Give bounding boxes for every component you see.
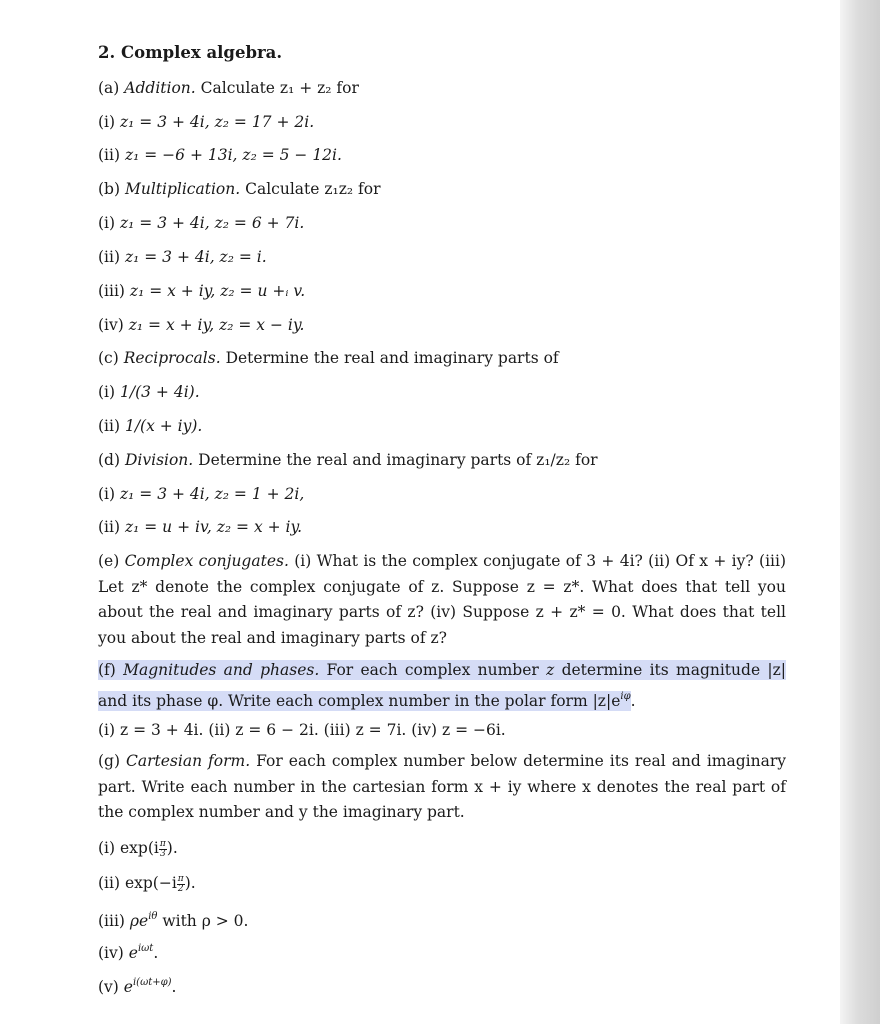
fraction <box>159 840 167 859</box>
part-g-item <box>98 838 178 859</box>
part-g-item <box>98 873 196 894</box>
part-b-item <box>98 281 305 301</box>
item-math: 1/(x + iy). <box>124 417 203 435</box>
part-g-item <box>98 907 248 931</box>
item-label: (ii) <box>98 417 121 435</box>
item-label: (v) <box>98 978 119 996</box>
part-f-heading: Magnitudes and phases. <box>123 661 320 679</box>
item-label: (i) <box>98 485 116 503</box>
part-d-item <box>98 484 304 504</box>
part-g-paragraph <box>98 749 786 826</box>
item-label: (ii) <box>98 146 121 164</box>
part-b-item <box>98 315 304 335</box>
part-a-heading: Addition. <box>124 79 196 97</box>
part-b-item <box>98 247 267 267</box>
part-g-label: (g) <box>98 752 121 770</box>
part-b-prompt <box>98 179 381 199</box>
item-math: ρe <box>129 912 149 930</box>
part-c-prompt <box>98 348 559 368</box>
part-d-heading: Division. <box>124 451 194 469</box>
part-b-heading: Multiplication. <box>124 180 241 198</box>
part-b-label: (b) <box>98 180 121 198</box>
item-exponent: iθ <box>148 911 158 922</box>
part-a-prompt <box>98 78 359 98</box>
part-c-text: Determine the real and imaginary parts of <box>225 349 559 367</box>
item-math: e <box>123 978 133 996</box>
item-label: (iv) <box>98 944 124 962</box>
item-label: (iv) <box>98 316 124 334</box>
fraction <box>177 875 185 894</box>
item-label: (i) <box>98 839 116 857</box>
fraction-numerator: π <box>159 838 166 849</box>
item-math: z₁ = 3 + 4i, z₂ = 17 + 2i. <box>120 113 315 131</box>
item-math: z₁ = x + iy, z₂ = x − iy. <box>128 316 305 334</box>
item-label: (iii) <box>98 912 125 930</box>
fraction-numerator: π <box>177 873 184 884</box>
item-math: exp(i <box>120 839 159 857</box>
part-a-item <box>98 112 314 132</box>
part-f-text-3: determine its magnitude |z| and its phase φ. Write each complex number in the polar form |z|e <box>98 661 787 710</box>
item-math-end: ). <box>184 874 196 892</box>
item-math: 1/(3 + 4i). <box>120 383 200 401</box>
part-g-item <box>98 939 158 963</box>
part-f-end: . <box>630 691 636 710</box>
item-math: z₁ = u + iv, z₂ = x + iy. <box>124 518 303 536</box>
part-e-heading: Complex conjugates. <box>124 552 289 570</box>
item-label: (i) <box>98 113 116 131</box>
part-e-label: (e) <box>98 552 120 570</box>
section-title: 2. Complex algebra. <box>98 43 283 62</box>
item-math: e <box>128 944 138 962</box>
part-b-text: Calculate z₁z₂ for <box>245 180 381 198</box>
item-label: (iii) <box>98 282 125 300</box>
item-math-end: . <box>171 978 177 996</box>
part-d-item <box>98 517 302 537</box>
fraction-denominator: 2 <box>177 883 184 894</box>
part-b-item <box>98 213 304 233</box>
item-math: z₁ = 3 + 4i, z₂ = i. <box>124 248 267 266</box>
selection-highlight[interactable] <box>98 660 786 711</box>
item-math: z₁ = 3 + 4i, z₂ = 6 + 7i. <box>120 214 305 232</box>
item-math-end: with ρ > 0. <box>157 912 249 930</box>
part-g-text: For each complex number below determine its real and imaginary part. Write each number in the cartesian form x + iy where x denotes the real part of the complex number and y the imaginary part. <box>98 752 786 821</box>
part-a-label: (a) <box>98 79 120 97</box>
item-exponent: i(ωt+φ) <box>132 977 172 988</box>
part-d-prompt <box>98 450 598 470</box>
part-f-variable: z <box>546 661 555 679</box>
part-f-paragraph <box>98 658 786 714</box>
part-f-label: (f) <box>98 661 116 679</box>
part-a-text: Calculate z₁ + z₂ for <box>200 79 359 97</box>
item-label: (ii) <box>98 248 121 266</box>
part-c-label: (c) <box>98 349 119 367</box>
part-g-item <box>98 973 176 997</box>
part-g-heading: Cartesian form. <box>126 752 251 770</box>
item-label: (i) <box>98 383 116 401</box>
part-c-item <box>98 416 202 436</box>
item-label: (i) <box>98 214 116 232</box>
item-label: (ii) <box>98 874 121 892</box>
part-f-items: (i) z = 3 + 4i. (ii) z = 6 − 2i. (iii) z = 7i. (iv) z = −6i. <box>98 721 506 739</box>
part-e-paragraph <box>98 549 786 651</box>
item-math: exp(−i <box>124 874 177 892</box>
item-math-end: ). <box>166 839 178 857</box>
part-e-text: (i) What is the complex conjugate of 3 + 4i? (ii) Of x + iy? (iii) Let z* denote the complex conjugate of z. Suppose z = z*. What does that tell you about the real and imaginary parts of z? (iv) Suppose z + z* = 0. What does that tell you about the real and imaginary parts of z? <box>98 552 786 647</box>
part-c-heading: Reciprocals. <box>123 349 221 367</box>
item-label: (ii) <box>98 518 121 536</box>
fraction-denominator: 3 <box>159 848 166 859</box>
item-math: z₁ = −6 + 13i, z₂ = 5 − 12i. <box>124 146 342 164</box>
item-math-end: . <box>153 944 159 962</box>
part-d-text: Determine the real and imaginary parts of z₁/z₂ for <box>198 451 598 469</box>
part-c-item <box>98 382 200 402</box>
item-math: z₁ = 3 + 4i, z₂ = 1 + 2i, <box>120 485 305 503</box>
part-d-label: (d) <box>98 451 121 469</box>
item-math: z₁ = x + iy, z₂ = u +ᵢ v. <box>129 282 306 300</box>
part-f-text-1: For each complex number <box>326 661 539 679</box>
item-exponent: iωt <box>137 943 154 954</box>
part-a-item <box>98 145 342 165</box>
part-f-exponent: iφ <box>620 690 631 702</box>
viewer-edge-shadow <box>840 0 880 1024</box>
